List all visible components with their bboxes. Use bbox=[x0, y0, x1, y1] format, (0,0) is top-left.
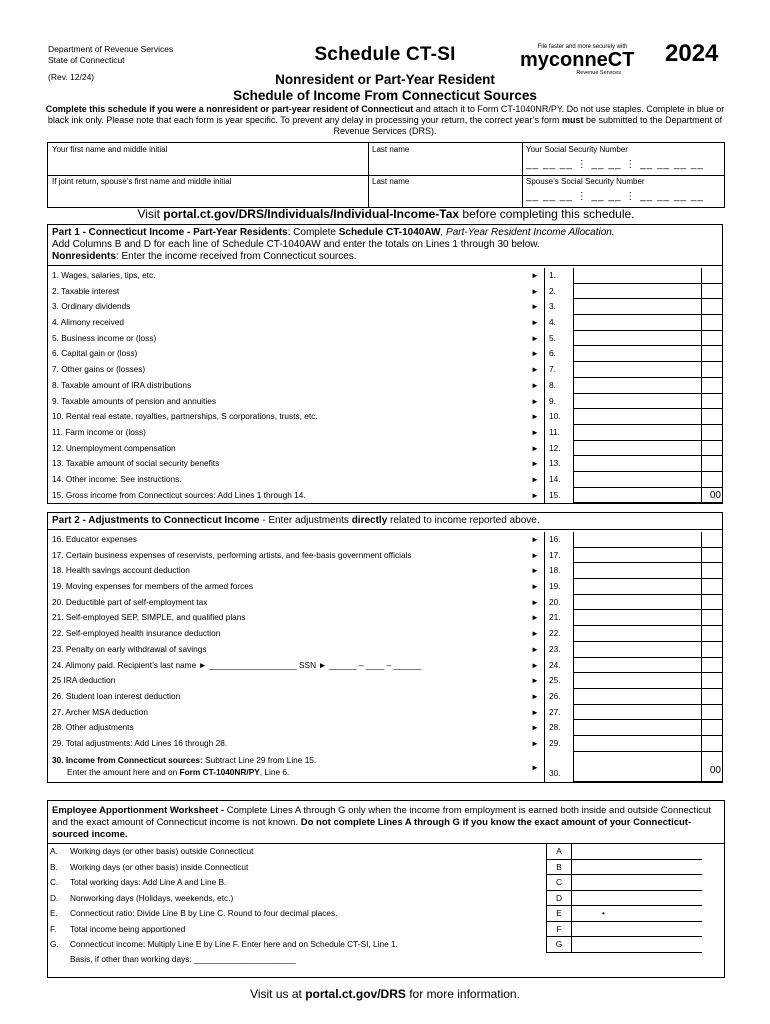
line-description: 26. Student loan interest deduction bbox=[52, 690, 181, 701]
line-number: 2. bbox=[544, 284, 574, 300]
line-description: 9. Taxable amounts of pension and annuities bbox=[52, 395, 217, 406]
worksheet-line-value[interactable] bbox=[572, 844, 702, 860]
arrow-icon: ► bbox=[531, 644, 539, 654]
line-description: 22. Self-employed health insurance deduction bbox=[52, 628, 221, 639]
line-row bbox=[48, 720, 722, 736]
line-cents[interactable] bbox=[701, 456, 723, 472]
line-cents[interactable] bbox=[701, 362, 723, 378]
line-amount[interactable] bbox=[574, 331, 701, 347]
line-cents[interactable] bbox=[701, 315, 723, 331]
line-number: 18. bbox=[544, 563, 574, 579]
arrow-icon: ► bbox=[531, 427, 539, 437]
worksheet-line-label: F. bbox=[50, 923, 57, 934]
arrow-icon: ► bbox=[531, 412, 539, 422]
arrow-icon: ► bbox=[531, 459, 539, 469]
part2-heading: Part 2 - Adjustments to Connecticut Income - Enter adjustments directly related to income reported above. bbox=[48, 513, 722, 530]
taxpayer-id-box bbox=[47, 142, 725, 208]
line-amount[interactable] bbox=[574, 548, 701, 564]
line-number: 25. bbox=[544, 673, 574, 689]
worksheet-line-description: Connecticut income: Multiply Line E by Line F. Enter here and on Schedule CT-SI, Line 1. bbox=[70, 939, 398, 949]
worksheet-line-letter: C bbox=[546, 875, 572, 891]
worksheet-line-value[interactable] bbox=[572, 937, 702, 953]
line-description: 23. Penalty on early withdrawal of savings bbox=[52, 643, 207, 654]
line-description: 28. Other adjustments bbox=[52, 722, 134, 733]
line-cents[interactable] bbox=[701, 532, 723, 548]
line-cents[interactable] bbox=[701, 563, 723, 579]
line-number: 4. bbox=[544, 315, 574, 331]
form-subtitle-1: Nonresident or Part-Year Resident bbox=[275, 72, 495, 87]
arrow-icon: ► bbox=[531, 660, 539, 670]
line-description: 29. Total adjustments: Add Lines 16 through 28. bbox=[52, 737, 228, 748]
first-name-field[interactable]: Your first name and middle initial bbox=[52, 145, 168, 154]
line-cents[interactable] bbox=[701, 346, 723, 362]
line-amount[interactable] bbox=[574, 472, 701, 488]
worksheet-line-letter: A bbox=[546, 844, 572, 860]
arrow-icon: ► bbox=[531, 443, 539, 453]
line-row bbox=[48, 658, 722, 674]
intro-text: Complete this schedule if you were a nonresident or part-year resident of Connecticut and attach it to Form CT-1040NR/PY. Do not use staples. Complete in blue or black ink only. Please note that each form is year specific. To prevent any delay in processing your return, the correct year’s form must be submitted to the Department of Revenue Services (DRS). bbox=[45, 104, 725, 136]
line-number: 21. bbox=[544, 610, 574, 626]
basis-line: Basis, if other than working days: ______________________ bbox=[70, 953, 296, 964]
worksheet-line-description: Total working days: Add Line A and Line B. bbox=[70, 877, 227, 887]
arrow-icon: ► bbox=[531, 676, 539, 686]
arrow-icon: ► bbox=[531, 490, 539, 500]
line-number: 7. bbox=[544, 362, 574, 378]
line-row bbox=[48, 409, 722, 425]
worksheet-line-description: Connecticut ratio: Divide Line B by Line C. Round to four decimal places. bbox=[70, 908, 338, 918]
arrow-icon: ► bbox=[531, 707, 539, 717]
line-row bbox=[48, 626, 722, 642]
arrow-icon: ► bbox=[531, 302, 539, 312]
line-row bbox=[48, 346, 722, 362]
line-description: 3. Ordinary dividends bbox=[52, 301, 131, 312]
arrow-icon: ► bbox=[531, 550, 539, 560]
worksheet-line-description: Nonworking days (Holidays, weekends, etc.) bbox=[70, 892, 234, 903]
worksheet-line-label: E. bbox=[50, 908, 58, 918]
line-description: 18. Health savings account deduction bbox=[52, 565, 190, 576]
line-amount[interactable] bbox=[574, 595, 701, 611]
part1-heading: Part 1 - Connecticut Income - Part-Year Residents: Complete Schedule CT-1040AW, Part-Year Resident Income Allocation. Add Columns B and D for each line of Schedule CT-1040AW and enter the totals on Lines 1 through 30 below. Nonresidents: Enter the income received from Connecticut sources. bbox=[48, 225, 722, 266]
line-row bbox=[48, 378, 722, 394]
line-number: 19. bbox=[544, 579, 574, 595]
line-number: 24. bbox=[544, 658, 574, 674]
line-description: 27. Archer MSA deduction bbox=[52, 706, 148, 717]
worksheet-line-letter: D bbox=[546, 891, 572, 907]
line-cents[interactable] bbox=[701, 548, 723, 564]
arrow-icon: ► bbox=[531, 723, 539, 733]
line-number: 15. bbox=[544, 488, 574, 504]
line-amount[interactable] bbox=[574, 456, 701, 472]
line-row bbox=[48, 456, 722, 472]
line-cents[interactable] bbox=[701, 658, 723, 674]
worksheet-line-label: G. bbox=[50, 939, 59, 949]
line-description: 6. Capital gain or (loss) bbox=[52, 348, 138, 359]
line-number: 20. bbox=[544, 595, 574, 611]
line-description: 7. Other gains or (losses) bbox=[52, 364, 146, 375]
line-30-amount[interactable] bbox=[574, 752, 701, 782]
line-cents[interactable]: 00 bbox=[701, 488, 723, 504]
line-row bbox=[48, 425, 722, 441]
line-row bbox=[48, 315, 722, 331]
line-amount[interactable] bbox=[574, 315, 701, 331]
line-description: 25 IRA deduction bbox=[52, 675, 116, 686]
line-row bbox=[48, 579, 722, 595]
worksheet-row bbox=[48, 891, 724, 907]
tax-year: 2024 bbox=[665, 40, 719, 67]
line-row bbox=[48, 705, 722, 721]
line-row bbox=[48, 488, 722, 504]
worksheet-row bbox=[48, 875, 724, 891]
line-amount[interactable] bbox=[574, 736, 701, 752]
arrow-icon: ► bbox=[531, 613, 539, 623]
worksheet-row bbox=[48, 922, 724, 938]
line-description: 24. Alimony paid. Recipient’s last name ► ___________________ SSN ► ______ – ____ – ______ bbox=[52, 659, 422, 670]
line-number: 26. bbox=[544, 689, 574, 705]
line-cents[interactable] bbox=[701, 642, 723, 658]
line-amount[interactable] bbox=[574, 563, 701, 579]
line-row bbox=[48, 595, 722, 611]
myconnect-logo: File faster and more securely with myconneCT Revenue Services bbox=[520, 44, 635, 76]
line-number: 14. bbox=[544, 472, 574, 488]
state-name: State of Connecticut bbox=[48, 55, 125, 65]
arrow-icon: ► bbox=[531, 318, 539, 328]
worksheet-line-value[interactable] bbox=[572, 922, 702, 938]
line-amount[interactable] bbox=[574, 610, 701, 626]
line-number: 11. bbox=[544, 425, 574, 441]
line-number: 8. bbox=[544, 378, 574, 394]
line-number: 28. bbox=[544, 720, 574, 736]
arrow-icon: ► bbox=[531, 629, 539, 639]
dept-name: Department of Revenue Services bbox=[48, 44, 174, 54]
line-description: 12. Unemployment compensation bbox=[52, 442, 176, 453]
line-row bbox=[48, 736, 722, 752]
worksheet-line-value[interactable] bbox=[572, 875, 702, 891]
line-cents[interactable] bbox=[701, 720, 723, 736]
line-number: 17. bbox=[544, 548, 574, 564]
line-description: 20. Deductible part of self-employment tax bbox=[52, 596, 208, 607]
line-cents[interactable] bbox=[701, 425, 723, 441]
line-description: 11. Farm income or (loss) bbox=[52, 426, 146, 437]
arrow-icon: ► bbox=[531, 271, 539, 280]
footer-link[interactable]: portal.ct.gov/DRS bbox=[305, 987, 406, 1001]
line-amount[interactable] bbox=[574, 299, 701, 315]
arrow-icon: ► bbox=[531, 566, 539, 576]
line-amount[interactable] bbox=[574, 394, 701, 410]
line-amount[interactable] bbox=[574, 642, 701, 658]
arrow-icon: ► bbox=[531, 597, 539, 607]
line-amount[interactable] bbox=[574, 362, 701, 378]
line-amount[interactable] bbox=[574, 720, 701, 736]
line-description: 16. Educator expenses bbox=[52, 534, 137, 544]
line-amount[interactable] bbox=[574, 378, 701, 394]
form-title-block bbox=[0, 44, 770, 103]
arrow-icon: ► bbox=[531, 380, 539, 390]
arrow-icon: ► bbox=[531, 535, 539, 544]
worksheet-row bbox=[48, 860, 724, 876]
line-amount[interactable] bbox=[574, 268, 701, 284]
line-description: 13. Taxable amount of social security benefits bbox=[52, 458, 220, 469]
line-amount[interactable] bbox=[574, 441, 701, 457]
line-amount[interactable] bbox=[574, 284, 701, 300]
part1-section bbox=[47, 224, 723, 504]
line-cents[interactable] bbox=[701, 268, 723, 284]
line-description: 1. Wages, salaries, tips, etc. bbox=[52, 270, 156, 280]
line-amount[interactable] bbox=[574, 488, 701, 504]
line-number: 12. bbox=[544, 441, 574, 457]
line-row bbox=[48, 642, 722, 658]
line-cents[interactable] bbox=[701, 736, 723, 752]
line-description: 10. Rental real estate, royalties, partnerships, S corporations, trusts, etc. bbox=[52, 411, 318, 422]
arrow-icon: ► bbox=[531, 691, 539, 701]
line-cents[interactable] bbox=[701, 472, 723, 488]
line-row bbox=[48, 689, 722, 705]
line-description: 2. Taxable interest bbox=[52, 285, 120, 296]
line-amount[interactable] bbox=[574, 626, 701, 642]
line-number: 13. bbox=[544, 456, 574, 472]
line-cents[interactable] bbox=[701, 626, 723, 642]
line-description: 21. Self-employed SEP, SIMPLE, and qualified plans bbox=[52, 612, 246, 623]
line-amount[interactable] bbox=[574, 425, 701, 441]
line-row bbox=[48, 284, 722, 300]
worksheet-line-description: Working days (or other basis) inside Connecticut bbox=[70, 861, 249, 872]
line-cents[interactable] bbox=[701, 441, 723, 457]
arrow-icon: ► bbox=[531, 474, 539, 484]
line-number: 29. bbox=[544, 736, 574, 752]
line-number: 23. bbox=[544, 642, 574, 658]
worksheet-line-value[interactable] bbox=[572, 860, 702, 876]
line-number: 5. bbox=[544, 331, 574, 347]
line-cents[interactable] bbox=[701, 595, 723, 611]
line-row bbox=[48, 563, 722, 579]
line-row bbox=[48, 331, 722, 347]
line-row bbox=[48, 673, 722, 689]
worksheet-row bbox=[48, 937, 724, 953]
line-number: 22. bbox=[544, 626, 574, 642]
arrow-icon: ► bbox=[531, 286, 539, 296]
line-cents[interactable] bbox=[701, 689, 723, 705]
form-subtitle-2: Schedule of Income From Connecticut Sources bbox=[233, 88, 537, 103]
line-cents[interactable] bbox=[701, 579, 723, 595]
worksheet-heading: Employee Apportionment Worksheet - Complete Lines A through G only when the income from employment is earned both inside and outside Connecticut and the exact amount of Connecticut income is not known. Do not complete Lines A through G if you know the exact amount of your Connecticut-sourced income. bbox=[48, 801, 724, 844]
line-row bbox=[48, 532, 722, 548]
worksheet-line-value[interactable]: • bbox=[572, 906, 702, 922]
line-cents[interactable] bbox=[701, 673, 723, 689]
worksheet-row bbox=[48, 844, 724, 860]
line-amount[interactable] bbox=[574, 673, 701, 689]
form-title: Schedule CT-SI bbox=[314, 44, 456, 65]
line-number: 27. bbox=[544, 705, 574, 721]
line-row bbox=[48, 299, 722, 315]
line-cents[interactable] bbox=[701, 705, 723, 721]
line-amount[interactable] bbox=[574, 658, 701, 674]
line-number: 16. bbox=[544, 532, 574, 548]
spouse-ssn-field[interactable]: Spouse’s Social Security Number __ __ __ ⋮ __ __ ⋮ __ __ __ __ bbox=[526, 177, 704, 202]
worksheet-line-letter: E bbox=[546, 906, 572, 922]
arrow-icon: ► bbox=[531, 349, 539, 359]
line-cents[interactable] bbox=[701, 299, 723, 315]
arrow-icon: ► bbox=[531, 738, 539, 748]
line-description: 8. Taxable amount of IRA distributions bbox=[52, 379, 192, 390]
line-row bbox=[48, 441, 722, 457]
worksheet-line-value[interactable] bbox=[572, 891, 702, 907]
worksheet-line-letter: G bbox=[546, 937, 572, 953]
line-number: 9. bbox=[544, 394, 574, 410]
line-row bbox=[48, 394, 722, 410]
arrow-icon: ► bbox=[531, 396, 539, 406]
line-amount[interactable] bbox=[574, 689, 701, 705]
last-name-field[interactable]: Last name bbox=[372, 145, 410, 154]
line-amount[interactable] bbox=[574, 579, 701, 595]
ssn-field[interactable]: Your Social Security Number __ __ __ ⋮ __ __ ⋮ __ __ __ __ bbox=[526, 145, 704, 170]
line-row bbox=[48, 548, 722, 564]
worksheet-line-letter: B bbox=[546, 860, 572, 876]
line-amount[interactable] bbox=[574, 532, 701, 548]
line-description: 15. Gross income from Connecticut sources: Add Lines 1 through 14. bbox=[52, 489, 306, 500]
line-row bbox=[48, 610, 722, 626]
arrow-icon: ► bbox=[531, 333, 539, 343]
line-number: 6. bbox=[544, 346, 574, 362]
line-30-row: 30. Income from Connecticut sources: Subtract Line 29 from Line 15. Enter the amount here and on Form CT-1040NR/PY, Line 6. ► 30. 00 bbox=[48, 752, 722, 782]
line-amount[interactable] bbox=[574, 705, 701, 721]
worksheet-line-label: C. bbox=[50, 877, 59, 887]
worksheet-line-label: B. bbox=[50, 861, 58, 872]
line-cents[interactable] bbox=[701, 284, 723, 300]
apportionment-worksheet bbox=[47, 800, 725, 978]
part2-section bbox=[47, 512, 723, 783]
worksheet-line-label: D. bbox=[50, 892, 59, 903]
worksheet-line-label: A. bbox=[50, 846, 58, 856]
worksheet-row bbox=[48, 906, 724, 922]
worksheet-line-letter: F bbox=[546, 922, 572, 938]
line-row bbox=[48, 472, 722, 488]
drs-link[interactable]: portal.ct.gov/DRS/Individuals/Individual-Income-Tax bbox=[163, 207, 460, 221]
line-description: 5. Business income or (loss) bbox=[52, 332, 157, 343]
line-cents[interactable] bbox=[701, 378, 723, 394]
spouse-last-name-field[interactable]: Last name bbox=[372, 177, 410, 186]
spouse-first-name-field[interactable]: If joint return, spouse’s first name and middle initial bbox=[52, 177, 232, 186]
footer: Visit us at portal.ct.gov/DRS for more information. bbox=[250, 987, 520, 1001]
line-row bbox=[48, 362, 722, 378]
line-description: 4. Alimony received bbox=[52, 317, 124, 328]
line-description: 19. Moving expenses for members of the armed forces bbox=[52, 581, 254, 592]
line-description: 14. Other income: See instructions. bbox=[52, 473, 182, 484]
line-cents[interactable] bbox=[701, 331, 723, 347]
visit-instructions: Visit portal.ct.gov/DRS/Individuals/Individual-Income-Tax before completing this schedule. bbox=[137, 207, 635, 221]
line-cents[interactable] bbox=[701, 394, 723, 410]
line-cents[interactable] bbox=[701, 610, 723, 626]
line-number: 10. bbox=[544, 409, 574, 425]
line-description: 17. Certain business expenses of reservists, performing artists, and fee-basis government officials bbox=[52, 549, 412, 560]
line-amount[interactable] bbox=[574, 409, 701, 425]
worksheet-line-description: Total income being apportioned bbox=[70, 923, 186, 934]
line-cents[interactable] bbox=[701, 409, 723, 425]
worksheet-line-description: Working days (or other basis) outside Connecticut bbox=[70, 846, 254, 856]
line-number: 3. bbox=[544, 299, 574, 315]
arrow-icon: ► bbox=[531, 365, 539, 375]
line-row bbox=[48, 268, 722, 284]
revision: (Rev. 12/24) bbox=[48, 72, 95, 82]
line-number: 1. bbox=[544, 268, 574, 284]
arrow-icon: ► bbox=[531, 582, 539, 592]
line-amount[interactable] bbox=[574, 346, 701, 362]
